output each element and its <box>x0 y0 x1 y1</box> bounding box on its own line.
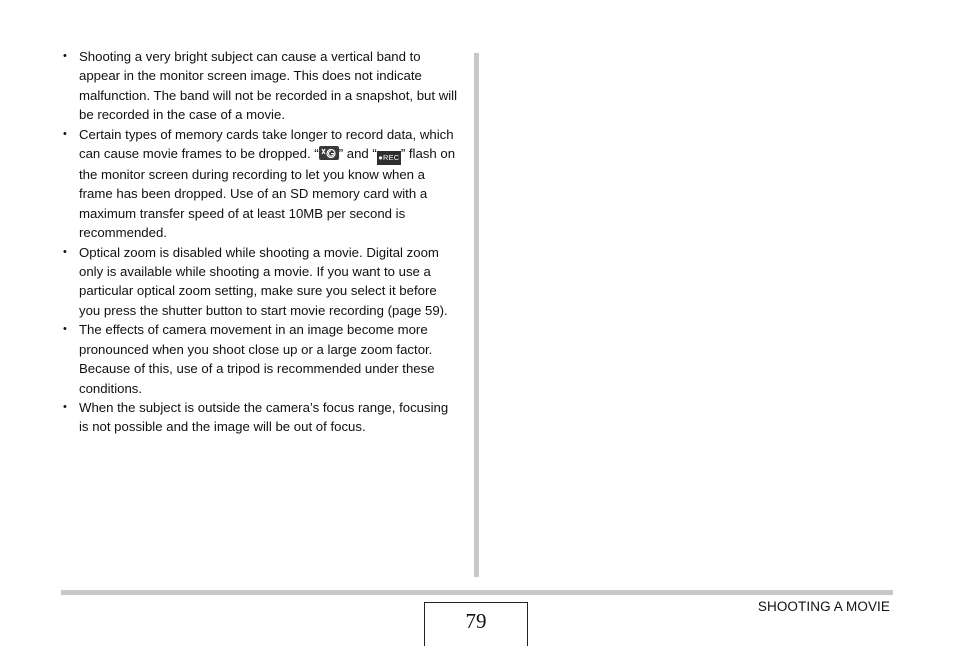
bullet-item <box>60 243 460 321</box>
rec-icon: ●REC <box>377 151 401 165</box>
bullet-dot: • <box>63 400 67 413</box>
bullet-dot: • <box>63 323 67 336</box>
bullet-text: Shooting a very bright subject can cause a vertical band to appear in the monitor screen image. This does not indicate malfunction. The band will not be recorded in a snapshot, but will be recorded in the case of a movie. <box>79 49 458 123</box>
bullet-list <box>60 47 460 437</box>
bullet-text: ” and “ <box>338 146 377 162</box>
bullet-text: ” flash on the monitor screen during recording to let you know when a frame has been dropped. Use of an SD memory card with a maximum transfer speed of at least 10MB per second is recommended. <box>79 146 456 241</box>
dropped-frame-icon <box>319 146 339 160</box>
bullet-text: Certain types of memory cards take longer to record data, which can cause movie frames to be dropped. “ <box>79 126 454 162</box>
bullet-text: Optical zoom is disabled while shooting a movie. Digital zoom only is available while shooting a movie. If you want to use a particular optical zoom setting, make sure you select it before you press the shutter button to start movie recording (page 59). <box>79 244 448 318</box>
bullet-dot: • <box>63 50 67 62</box>
bullet-text: The effects of camera movement in an image become more pronounced when you shoot close up or a large zoom factor. Because of this, use of a tripod is recommended under these conditions. <box>79 322 435 396</box>
bullet-dot: • <box>63 245 67 258</box>
bullet-dot: • <box>63 127 67 140</box>
footer-rule <box>61 590 893 595</box>
bullet-item <box>60 125 460 243</box>
bullet-text: When the subject is outside the camera’s focus range, focusing is not possible and the image will be out of focus. <box>79 399 449 435</box>
bullet-item <box>60 320 460 398</box>
bullet-item <box>60 398 460 437</box>
page-number: 79 <box>424 602 528 646</box>
column-divider <box>474 53 479 577</box>
bullet-item <box>60 47 460 125</box>
section-title: SHOOTING A MOVIE <box>757 599 890 614</box>
